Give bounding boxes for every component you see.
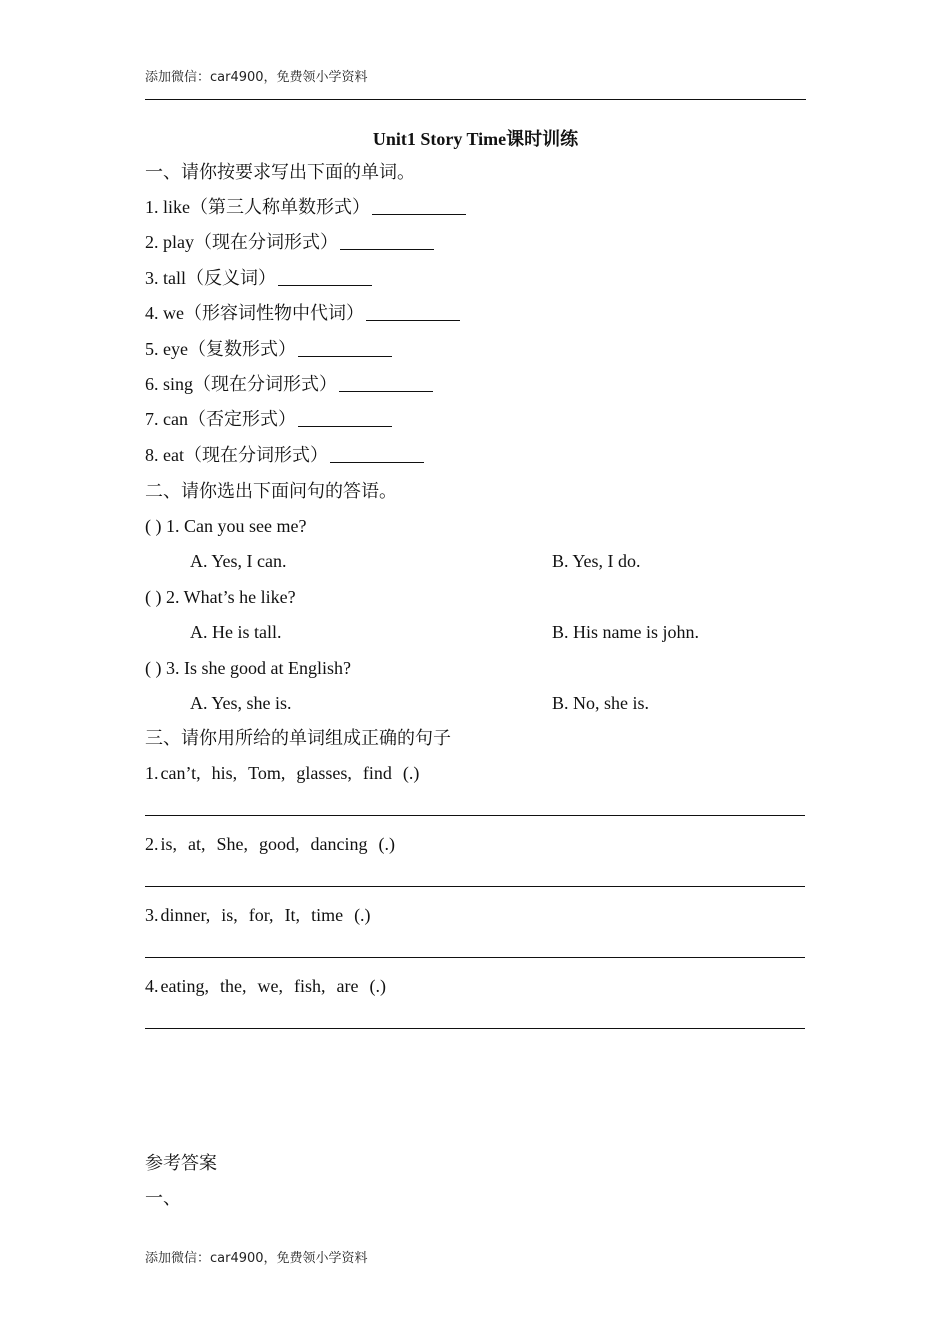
- question-text: ( ) 1. Can you see me?: [145, 516, 307, 536]
- question-text: ( ) 3. Is she good at English?: [145, 658, 351, 678]
- section1-item: 2. play（现在分词形式）: [145, 231, 434, 253]
- section2-heading: 二、请你选出下面问句的答语。: [145, 481, 397, 501]
- answer-line[interactable]: [145, 815, 805, 816]
- section1-item: 5. eye（复数形式）: [145, 338, 392, 360]
- reorder-words: 4. eating, the, we, fish, are (.): [145, 976, 386, 996]
- option-a: A. He is tall.: [190, 622, 282, 642]
- answer-blank[interactable]: [298, 408, 392, 427]
- section1-item: 1. like（第三人称单数形式）: [145, 196, 466, 218]
- reorder-words: 3. dinner, is, for, It, time (.): [145, 905, 371, 925]
- header-divider: [145, 99, 806, 100]
- answers-section1-label: 一、: [145, 1188, 181, 1208]
- section1-item: 8. eat（现在分词形式）: [145, 444, 424, 466]
- section1-heading: 一、请你按要求写出下面的单词。: [145, 162, 415, 182]
- answer-blank[interactable]: [366, 302, 460, 321]
- answer-line[interactable]: [145, 886, 805, 887]
- option-a: A. Yes, she is.: [190, 693, 292, 713]
- answer-blank[interactable]: [339, 373, 433, 392]
- answer-blank[interactable]: [298, 338, 392, 357]
- option-b: B. His name is john.: [552, 622, 699, 642]
- section1-item: 7. can（否定形式）: [145, 408, 392, 430]
- option-b: B. Yes, I do.: [552, 551, 641, 571]
- footer-note: 添加微信：car4900，免费领小学资料: [145, 1251, 368, 1266]
- reorder-words: 2. is, at, She, good, dancing (.): [145, 834, 395, 854]
- answer-blank[interactable]: [330, 444, 424, 463]
- option-a: A. Yes, I can.: [190, 551, 287, 571]
- section1-item: 4. we（形容词性物中代词）: [145, 302, 460, 324]
- section1-item: 3. tall（反义词）: [145, 267, 372, 289]
- answer-blank[interactable]: [278, 267, 372, 286]
- question-text: ( ) 2. What’s he like?: [145, 587, 296, 607]
- answer-blank[interactable]: [340, 231, 434, 250]
- option-b: B. No, she is.: [552, 693, 650, 713]
- answer-line[interactable]: [145, 1028, 805, 1029]
- answer-line[interactable]: [145, 957, 805, 958]
- section3-heading: 三、请你用所给的单词组成正确的句子: [145, 728, 451, 748]
- header-note: 添加微信：car4900，免费领小学资料: [145, 70, 368, 85]
- answer-blank[interactable]: [372, 196, 466, 215]
- page-title: Unit1 Story Time课时训练: [372, 129, 579, 149]
- section1-item: 6. sing（现在分词形式）: [145, 373, 433, 395]
- reorder-words: 1. can’t, his, Tom, glasses, find (.): [145, 763, 420, 783]
- answers-heading: 参考答案: [145, 1153, 217, 1173]
